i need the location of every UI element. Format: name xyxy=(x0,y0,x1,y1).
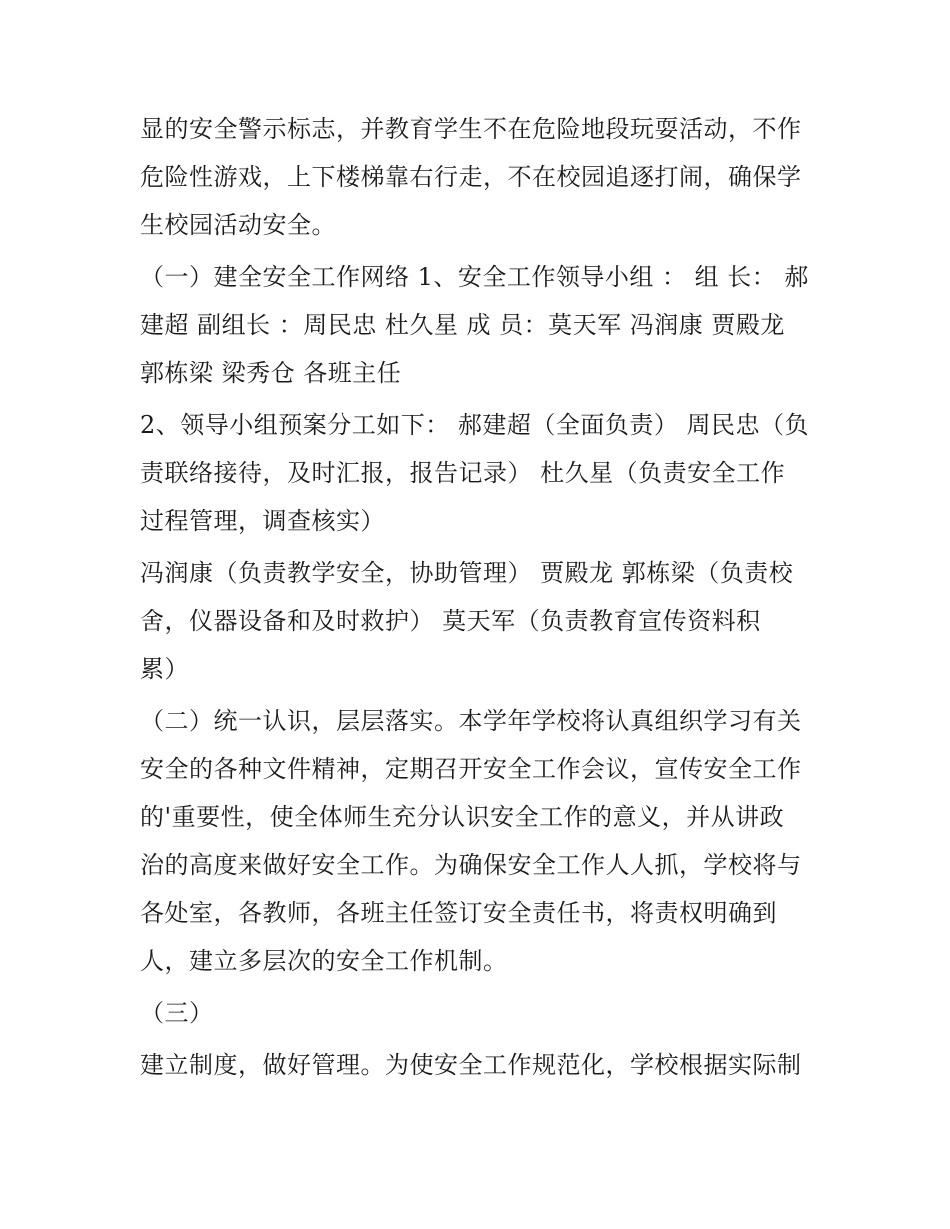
text-line: 责联络接待，及时汇报，报告记录） 杜久星（负责安全工作 xyxy=(140,459,786,487)
text-line: 过程管理，调查核实） xyxy=(140,507,385,535)
text-line: 人，建立多层次的安全工作机制。 xyxy=(140,947,508,975)
paragraph-safety-warning xyxy=(140,105,820,249)
paragraph-division-of-labor xyxy=(140,401,820,545)
document-body xyxy=(140,105,820,1089)
text-line: 各处室，各教师，各班主任签订安全责任书，将责权明确到 xyxy=(140,899,777,927)
text-line: （三） xyxy=(140,999,214,1027)
text-line: 生校园活动安全。 xyxy=(140,211,336,239)
paragraph-unified-understanding xyxy=(140,697,820,985)
text-line: 郭栋梁 梁秀仓 各班主任 xyxy=(140,359,402,387)
text-line: （一）建全安全工作网络 1、安全工作领导小组 ： 组 长： 郝 xyxy=(140,263,809,291)
text-line: 安全的各种文件精神，定期召开安全工作会议，宣传安全工作 xyxy=(140,755,802,783)
text-line: 治的高度来做好安全工作。为确保安全工作人人抓，学校将与 xyxy=(140,851,802,879)
text-line: 建立制度，做好管理。为使安全工作规范化，学校根据实际制 xyxy=(140,1051,802,1079)
text-line: 显的安全警示标志，并教育学生不在危险地段玩耍活动，不作 xyxy=(140,115,802,143)
paragraph-responsibilities xyxy=(140,549,820,693)
section-heading-three xyxy=(140,989,820,1037)
text-line: （二）统一认识，层层落实。本学年学校将认真组织学习有关 xyxy=(140,707,802,735)
text-line: 冯润康（负责教学安全，协助管理） 贾殿龙 郭栋梁（负责校 xyxy=(140,559,794,587)
text-line: 建超 副组长 ：周民忠 杜久星 成 员：莫天军 冯润康 贾殿龙 xyxy=(140,311,785,339)
text-line: 2、领导小组预案分工如下： 郝建超（全面负责） 周民忠（负 xyxy=(140,411,810,439)
text-line: 的'重要性，使全体师生充分认识安全工作的意义，并从讲政 xyxy=(140,803,785,831)
paragraph-establish-system xyxy=(140,1041,820,1089)
text-line: 舍，仪器设备和及时救护） 莫天军（负责教育宣传资料积 xyxy=(140,607,761,635)
text-line: 危险性游戏，上下楼梯靠右行走，不在校园追逐打闹，确保学 xyxy=(140,163,802,191)
text-line: 累） xyxy=(140,655,189,683)
paragraph-safety-network xyxy=(140,253,820,397)
